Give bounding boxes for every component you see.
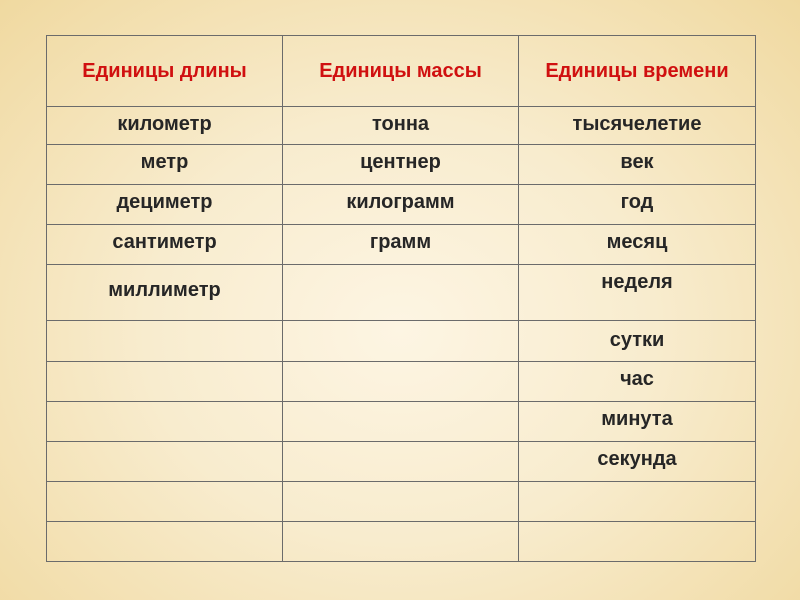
cell-time: неделя bbox=[519, 265, 756, 321]
cell-length: дециметр bbox=[47, 185, 283, 225]
header-mass: Единицы массы bbox=[283, 36, 519, 107]
cell-mass bbox=[283, 265, 519, 321]
cell-length bbox=[47, 402, 283, 442]
cell-length bbox=[47, 362, 283, 402]
table-row bbox=[47, 265, 756, 321]
table-row bbox=[47, 145, 756, 185]
cell-time bbox=[519, 482, 756, 522]
cell-time: минута bbox=[519, 402, 756, 442]
cell-mass bbox=[283, 402, 519, 442]
cell-length: километр bbox=[47, 107, 283, 145]
cell-mass bbox=[283, 482, 519, 522]
cell-length: метр bbox=[47, 145, 283, 185]
table-row bbox=[47, 321, 756, 362]
table-row bbox=[47, 482, 756, 522]
table-row bbox=[47, 402, 756, 442]
cell-time: тысячелетие bbox=[519, 107, 756, 145]
cell-mass bbox=[283, 321, 519, 362]
table-row bbox=[47, 225, 756, 265]
cell-time bbox=[519, 522, 756, 562]
header-length: Единицы длины bbox=[47, 36, 283, 107]
cell-length: сантиметр bbox=[47, 225, 283, 265]
header-time: Единицы времени bbox=[519, 36, 756, 107]
cell-time: секунда bbox=[519, 442, 756, 482]
header-row bbox=[47, 36, 756, 107]
cell-length bbox=[47, 522, 283, 562]
cell-time: сутки bbox=[519, 321, 756, 362]
cell-mass bbox=[283, 362, 519, 402]
cell-length bbox=[47, 321, 283, 362]
units-table bbox=[46, 35, 756, 562]
cell-time: век bbox=[519, 145, 756, 185]
cell-mass bbox=[283, 522, 519, 562]
cell-time: месяц bbox=[519, 225, 756, 265]
cell-time: час bbox=[519, 362, 756, 402]
cell-time: год bbox=[519, 185, 756, 225]
cell-mass: центнер bbox=[283, 145, 519, 185]
cell-mass: грамм bbox=[283, 225, 519, 265]
cell-length bbox=[47, 442, 283, 482]
table-row bbox=[47, 107, 756, 145]
table-row bbox=[47, 185, 756, 225]
table-row bbox=[47, 522, 756, 562]
cell-mass: тонна bbox=[283, 107, 519, 145]
cell-mass bbox=[283, 442, 519, 482]
table-row bbox=[47, 442, 756, 482]
cell-mass: килограмм bbox=[283, 185, 519, 225]
cell-length: миллиметр bbox=[47, 265, 283, 321]
cell-length bbox=[47, 482, 283, 522]
table-row bbox=[47, 362, 756, 402]
